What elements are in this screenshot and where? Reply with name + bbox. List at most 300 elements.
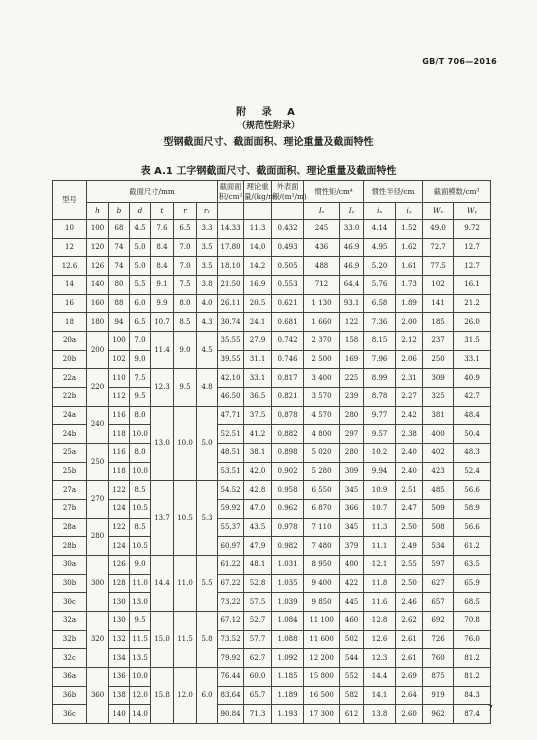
table-cell: 7.36 (364, 313, 396, 332)
table-cell: 325 (423, 388, 454, 407)
table-cell: 16.1 (454, 276, 491, 295)
table-cell: 9 850 (304, 593, 340, 612)
table-cell: 12 (53, 238, 87, 257)
table-cell: 10.5 (130, 537, 151, 556)
table-cell: 28a (53, 518, 87, 537)
table-cell: 9 400 (304, 574, 340, 593)
header-inertia: 惯性矩/cm⁴ (304, 181, 364, 203)
table-cell: 74 (109, 257, 130, 276)
table-cell: 33.1 (244, 369, 272, 388)
table-cell: 2.00 (396, 313, 423, 332)
table-cell: 42.0 (244, 462, 272, 481)
table-cell: 12.3 (151, 369, 174, 406)
table-cell: 16 (53, 294, 87, 313)
table-cell: 17.80 (218, 238, 244, 257)
table-cell: 57.7 (244, 630, 272, 649)
table-cell: 54.52 (218, 481, 244, 500)
table-cell: 309 (340, 462, 364, 481)
table-cell: 7.6 (151, 220, 174, 239)
table-cell: 64.4 (340, 276, 364, 295)
table-cell: 30.74 (218, 313, 244, 332)
table-cell: 46.9 (340, 238, 364, 257)
table-cell: 43.5 (244, 518, 272, 537)
table-cell: 110 (109, 369, 130, 388)
table-cell: 47.9 (244, 537, 272, 556)
table-row (53, 444, 491, 463)
table-row (53, 369, 491, 388)
table-cell: 1.193 (272, 705, 304, 724)
table-cell: 239 (340, 388, 364, 407)
table-cell: 6.58 (364, 294, 396, 313)
table-row (53, 481, 491, 500)
table-cell: 27b (53, 500, 87, 519)
table-cell: 9.0 (174, 332, 197, 369)
table-cell: 962 (423, 705, 454, 724)
table-cell: 14.4 (151, 556, 174, 612)
table-cell: 657 (423, 593, 454, 612)
table-cell: 0.882 (272, 425, 304, 444)
appendix-note: （规范性附录） (236, 121, 300, 131)
table-cell: 65.7 (244, 686, 272, 705)
table-cell: 31.1 (244, 350, 272, 369)
table-cell: 80 (109, 276, 130, 295)
table-cell: 65.9 (454, 574, 491, 593)
table-cell: 5.3 (197, 481, 218, 556)
table-cell: 112 (109, 388, 130, 407)
table-cell: 94 (109, 313, 130, 332)
table-cell: 2.49 (396, 537, 423, 556)
table-cell: 7.5 (174, 276, 197, 295)
table-cell: 53.51 (218, 462, 244, 481)
table-cell: 5.0 (130, 238, 151, 257)
table-cell: 280 (340, 406, 364, 425)
table-cell: 77.5 (423, 257, 454, 276)
subheader-d: d (130, 203, 151, 220)
table-cell: 220 (87, 369, 109, 406)
table-cell: 120 (87, 238, 109, 257)
table-cell: 35.55 (218, 332, 244, 351)
table-cell: 627 (423, 574, 454, 593)
appendix-title: 型钢截面尺寸、截面面积、理论重量及截面特性 (163, 137, 374, 148)
table-cell: 11.3 (244, 220, 272, 239)
table-cell: 3.5 (197, 257, 218, 276)
table-cell: 41.2 (244, 425, 272, 444)
table-cell: 140 (87, 276, 109, 295)
table-cell: 5.5 (197, 556, 218, 612)
table-cell: 13.0 (151, 406, 174, 481)
table-row (53, 350, 491, 369)
table-cell: 11.6 (364, 593, 396, 612)
table-cell: 24a (53, 406, 87, 425)
table-cell: 24.1 (244, 313, 272, 332)
table-cell: 760 (423, 649, 454, 668)
i-beam-table (52, 180, 491, 724)
table-cell: 712 (304, 276, 340, 295)
table-cell: 270 (87, 481, 109, 518)
table-cell: 13.7 (151, 481, 174, 556)
table-cell: 73.22 (218, 593, 244, 612)
table-cell: 21.2 (454, 294, 491, 313)
table-cell: 1 130 (304, 294, 340, 313)
table-cell: 297 (340, 425, 364, 444)
table-cell: 10.7 (151, 313, 174, 332)
table-cell: 22b (53, 388, 87, 407)
table-cell: 445 (340, 593, 364, 612)
table-cell: 6 550 (304, 481, 340, 500)
table-row (53, 332, 491, 351)
table-cell: 2.61 (396, 649, 423, 668)
table-row (53, 518, 491, 537)
table-cell: 5.0 (197, 406, 218, 481)
table-cell: 52.4 (454, 462, 491, 481)
table-cell: 11.0 (130, 574, 151, 593)
table-cell: 71.3 (244, 705, 272, 724)
table-cell: 140 (109, 705, 130, 724)
table-cell: 360 (87, 668, 109, 724)
table-cell: 26.11 (218, 294, 244, 313)
table-cell: 36a (53, 668, 87, 687)
table-row (53, 686, 491, 705)
table-cell: 59.92 (218, 500, 244, 519)
table-cell: 4.5 (197, 332, 218, 369)
table-cell: 345 (340, 518, 364, 537)
table-cell: 33.0 (340, 220, 364, 239)
table-cell: 13.8 (364, 705, 396, 724)
table-cell: 0.962 (272, 500, 304, 519)
header-weight: 理论重量/(kg/m) (244, 182, 278, 201)
table-cell: 1.52 (396, 220, 423, 239)
table-cell: 9.5 (130, 388, 151, 407)
table-cell: 20a (53, 332, 87, 351)
table-cell: 3.8 (197, 276, 218, 295)
table-cell: 26.0 (454, 313, 491, 332)
table-cell: 552 (340, 668, 364, 687)
table-cell: 67.22 (218, 574, 244, 593)
table-cell: 122 (109, 481, 130, 500)
table-cell: 12.8 (364, 612, 396, 631)
subheader-rx: iₓ (364, 203, 396, 220)
table-cell: 1.039 (272, 593, 304, 612)
table-cell: 30b (53, 574, 87, 593)
table-cell: 0.621 (272, 294, 304, 313)
table-cell: 0.958 (272, 481, 304, 500)
table-cell: 11.0 (174, 556, 197, 612)
table-cell: 4.0 (197, 294, 218, 313)
table-cell: 508 (423, 518, 454, 537)
subheader-b: b (109, 203, 130, 220)
table-cell: 10.9 (364, 481, 396, 500)
table-cell: 245 (304, 220, 340, 239)
table-cell: 400 (340, 556, 364, 575)
table-cell: 68.5 (454, 593, 491, 612)
table-cell: 15 800 (304, 668, 340, 687)
table-cell: 250 (87, 444, 109, 481)
table-cell: 12.7 (454, 238, 491, 257)
table-cell: 379 (340, 537, 364, 556)
table-cell: 1.084 (272, 612, 304, 631)
table-cell: 400 (423, 425, 454, 444)
table-cell: 81.2 (454, 668, 491, 687)
table-cell: 18.10 (218, 257, 244, 276)
table-cell: 2.55 (396, 556, 423, 575)
table-cell: 5.76 (364, 276, 396, 295)
table-cell: 2 370 (304, 332, 340, 351)
subheader-ix: Iₓ (304, 203, 340, 220)
table-cell: 8.99 (364, 369, 396, 388)
table-cell: 118 (109, 425, 130, 444)
table-cell: 67.12 (218, 612, 244, 631)
table-row (53, 294, 491, 313)
table-cell: 46.50 (218, 388, 244, 407)
table-cell: 61.22 (218, 556, 244, 575)
table-cell: 0.902 (272, 462, 304, 481)
table-cell: 6.5 (174, 220, 197, 239)
table-cell: 11 100 (304, 612, 340, 631)
table-cell: 309 (423, 369, 454, 388)
subheader-ry: iᵧ (396, 203, 423, 220)
table-cell: 2.40 (396, 444, 423, 463)
table-cell: 27a (53, 481, 87, 500)
table-cell: 5 280 (304, 462, 340, 481)
table-cell: 116 (109, 444, 130, 463)
table-cell: 124 (109, 537, 130, 556)
table-cell: 63.5 (454, 556, 491, 575)
table-cell: 36b (53, 686, 87, 705)
table-cell: 12.6 (364, 630, 396, 649)
table-cell: 436 (304, 238, 340, 257)
table-cell: 0.898 (272, 444, 304, 463)
table-cell: 52.7 (244, 612, 272, 631)
table-cell: 10.7 (364, 500, 396, 519)
table-cell: 509 (423, 500, 454, 519)
table-cell: 160 (87, 294, 109, 313)
table-cell: 169 (340, 350, 364, 369)
table-cell: 0.553 (272, 276, 304, 295)
table-cell: 90.84 (218, 705, 244, 724)
table-cell: 10 (53, 220, 87, 239)
table-cell: 12.7 (454, 257, 491, 276)
table-row (53, 462, 491, 481)
table-cell: 320 (87, 612, 109, 668)
table-row (53, 406, 491, 425)
table-cell: 70.8 (454, 612, 491, 631)
table-cell: 10.0 (174, 406, 197, 481)
table-cell: 0.681 (272, 313, 304, 332)
header-area: 截面面积/cm² (218, 182, 243, 201)
table-cell: 30a (53, 556, 87, 575)
table-cell: 8.15 (364, 332, 396, 351)
table-cell: 118 (109, 462, 130, 481)
table-cell: 9.0 (130, 350, 151, 369)
table-cell: 37.5 (244, 406, 272, 425)
table-cell: 381 (423, 406, 454, 425)
table-cell: 42.8 (244, 481, 272, 500)
table-cell: 38.1 (244, 444, 272, 463)
table-cell: 0.978 (272, 518, 304, 537)
table-cell: 6 870 (304, 500, 340, 519)
table-cell: 48.51 (218, 444, 244, 463)
table-cell: 36.5 (244, 388, 272, 407)
table-cell: 27.9 (244, 332, 272, 351)
table-cell: 132 (109, 630, 130, 649)
table-cell: 25b (53, 462, 87, 481)
table-cell: 9.5 (174, 369, 197, 406)
table-cell: 55.37 (218, 518, 244, 537)
table-cell: 52.51 (218, 425, 244, 444)
table-cell: 12.3 (364, 649, 396, 668)
table-cell: 102 (109, 350, 130, 369)
table-cell: 485 (423, 481, 454, 500)
table-cell: 62.7 (244, 649, 272, 668)
table-cell: 7.0 (174, 238, 197, 257)
table-cell: 345 (340, 481, 364, 500)
table-cell: 9.0 (130, 556, 151, 575)
table-row (53, 238, 491, 257)
table-cell: 134 (109, 649, 130, 668)
header-radius: 惯性半径/cm (364, 181, 423, 203)
table-body (53, 220, 491, 724)
table-cell: 79.92 (218, 649, 244, 668)
table-cell: 68 (109, 220, 130, 239)
table-cell: 88 (109, 294, 130, 313)
table-cell: 9.94 (364, 462, 396, 481)
table-cell: 12.0 (130, 686, 151, 705)
table-cell: 32b (53, 630, 87, 649)
table-cell: 488 (304, 257, 340, 276)
table-cell: 130 (109, 612, 130, 631)
table-cell: 0.505 (272, 257, 304, 276)
table-cell: 3 570 (304, 388, 340, 407)
table-cell: 32c (53, 649, 87, 668)
table-cell: 0.878 (272, 406, 304, 425)
subheader-area-empty (218, 203, 244, 220)
table-cell: 1.189 (272, 686, 304, 705)
table-cell: 28b (53, 537, 87, 556)
table-cell: 100 (109, 332, 130, 351)
table-row (53, 574, 491, 593)
table-cell: 1.035 (272, 574, 304, 593)
table-cell: 875 (423, 668, 454, 687)
subheader-outer-empty (272, 203, 304, 220)
header-modulus: 截面模数/cm³ (423, 181, 491, 203)
subheader-t: t (151, 203, 174, 220)
table-cell: 40.9 (454, 369, 491, 388)
table-cell: 919 (423, 686, 454, 705)
table-cell: 12.1 (364, 556, 396, 575)
table-cell: 42.10 (218, 369, 244, 388)
header-outer-area: 外表面积/(m²/m) (272, 182, 307, 201)
table-cell: 15.0 (151, 612, 174, 668)
table-cell: 200 (87, 332, 109, 369)
table-row (53, 220, 491, 239)
table-cell: 8.4 (151, 238, 174, 257)
table-cell: 240 (87, 406, 109, 443)
table-cell: 250 (423, 350, 454, 369)
table-cell: 13.5 (130, 649, 151, 668)
subheader-r: r (174, 203, 197, 220)
table-cell: 9.57 (364, 425, 396, 444)
table-cell: 124 (109, 500, 130, 519)
table-cell: 122 (340, 313, 364, 332)
table-cell: 534 (423, 537, 454, 556)
table-cell: 8.78 (364, 388, 396, 407)
table-cell: 3.5 (197, 238, 218, 257)
table-cell: 460 (340, 612, 364, 631)
table-cell: 2.64 (396, 686, 423, 705)
table-cell: 8.5 (130, 518, 151, 537)
table-cell: 2.47 (396, 500, 423, 519)
table-cell: 0.982 (272, 537, 304, 556)
table-cell: 4.3 (197, 313, 218, 332)
table-cell: 2.40 (396, 462, 423, 481)
table-cell: 0.821 (272, 388, 304, 407)
table-row (53, 537, 491, 556)
table-cell: 10.0 (130, 425, 151, 444)
table-cell: 22a (53, 369, 87, 388)
header-dims: 截面尺寸/mm (87, 181, 218, 203)
table-cell: 8.0 (130, 444, 151, 463)
table-cell: 5.8 (197, 612, 218, 668)
table-cell: 100 (87, 220, 109, 239)
table-cell: 0.817 (272, 369, 304, 388)
table-cell: 93.1 (340, 294, 364, 313)
table-cell: 1.62 (396, 238, 423, 257)
table-cell: 14.1 (364, 686, 396, 705)
table-cell: 692 (423, 612, 454, 631)
table-cell: 6.5 (130, 313, 151, 332)
table-cell: 10.5 (174, 481, 197, 556)
table-cell: 57.5 (244, 593, 272, 612)
table-cell: 5.20 (364, 257, 396, 276)
table-row (53, 612, 491, 631)
table-cell: 130 (109, 593, 130, 612)
table-cell: 2.69 (396, 668, 423, 687)
table-cell: 11.5 (130, 630, 151, 649)
table-cell: 31.5 (454, 332, 491, 351)
table-cell: 42.7 (454, 388, 491, 407)
table-cell: 2.60 (396, 705, 423, 724)
table-cell: 14.0 (130, 705, 151, 724)
table-cell: 11.8 (364, 574, 396, 593)
table-cell: 126 (87, 257, 109, 276)
table-cell: 544 (340, 649, 364, 668)
table-cell: 14.2 (244, 257, 272, 276)
subheader-h: h (87, 203, 109, 220)
table-cell: 1.185 (272, 668, 304, 687)
table-cell: 402 (423, 444, 454, 463)
table-cell: 0.432 (272, 220, 304, 239)
page-number: 7 (487, 704, 493, 713)
table-cell: 36c (53, 705, 87, 724)
table-cell: 2.50 (396, 574, 423, 593)
table-cell: 1.73 (396, 276, 423, 295)
table-cell: 6.0 (130, 294, 151, 313)
table-cell: 2.27 (396, 388, 423, 407)
table-cell: 13.0 (130, 593, 151, 612)
table-cell: 7.5 (130, 369, 151, 388)
table-cell: 0.746 (272, 350, 304, 369)
table-cell: 138 (109, 686, 130, 705)
table-cell: 8.5 (130, 481, 151, 500)
table-cell: 25a (53, 444, 87, 463)
table-cell: 87.4 (454, 705, 491, 724)
table-cell: 2.62 (396, 612, 423, 631)
table-cell: 0.742 (272, 332, 304, 351)
table-cell: 2.51 (396, 481, 423, 500)
table-cell: 46.9 (340, 257, 364, 276)
table-row (53, 425, 491, 444)
table-cell: 4 800 (304, 425, 340, 444)
